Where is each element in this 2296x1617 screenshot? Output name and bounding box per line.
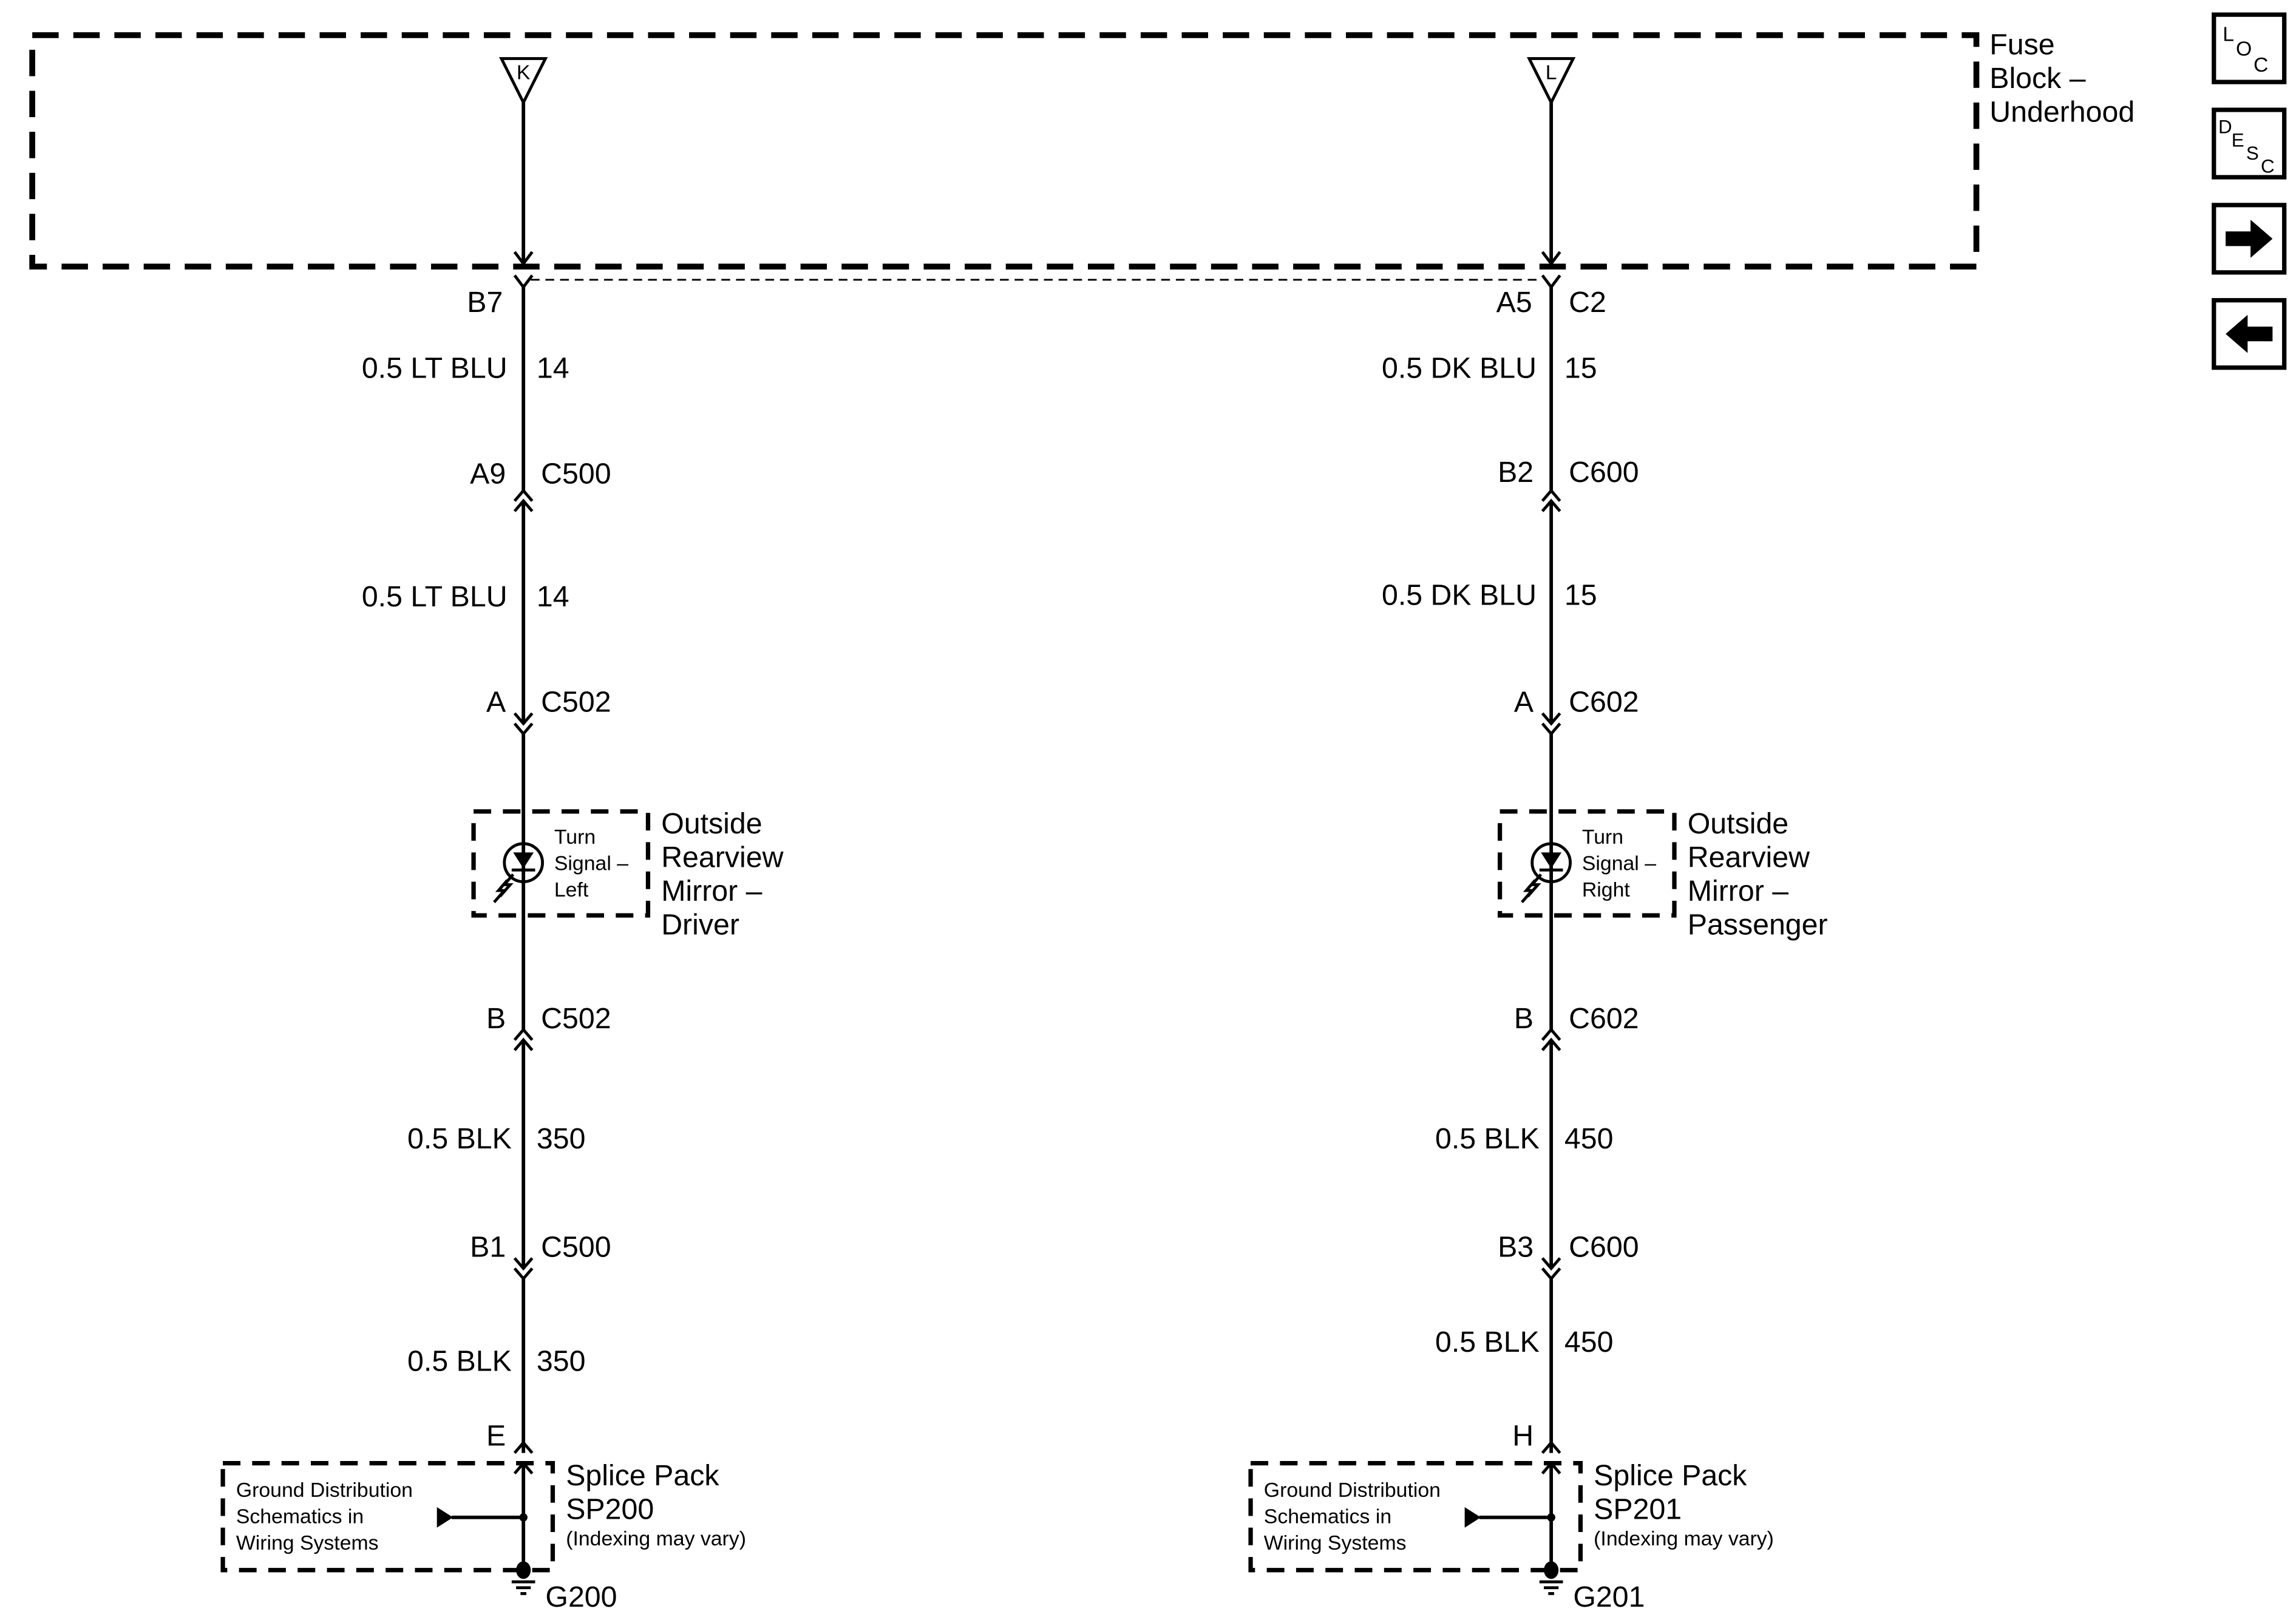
splice-pack-sp201[interactable] [1251,1459,1774,1570]
connector-c600[interactable]: C600 [1569,1230,1639,1264]
ground-ref-line2[interactable]: Schematics in [1263,1505,1392,1528]
feed-triangle-l-icon[interactable] [1529,59,1573,103]
pin-b3: B3 [1498,1230,1534,1264]
ground-label: G201 [1573,1581,1645,1614]
left-circuit-driver [223,59,784,1614]
component-label-line1: Outside [1687,807,1789,841]
outside-rearview-mirror-passenger[interactable] [1500,807,1828,941]
circuit-number: 450 [1564,1326,1614,1359]
previous-page-button[interactable] [2214,300,2284,368]
circuit-number: 450 [1564,1122,1614,1155]
circuit-number: 350 [536,1122,586,1155]
fuse-block-underhood[interactable] [32,28,2135,266]
light-emission-icon [494,875,513,903]
fuse-block-label-line2: Block – [1989,61,2086,95]
wire-color-label: 0.5 DK BLU [1382,578,1537,612]
pin-b: B [486,1002,506,1035]
ground-ref-line2[interactable]: Schematics in [236,1505,364,1528]
wire-color-label: 0.5 BLK [1435,1326,1540,1359]
light-emission-icon [1522,875,1541,903]
circuit-number: 15 [1564,578,1597,612]
component-label-line4: Driver [661,908,739,941]
lamp-label-line1: Turn [554,825,596,849]
next-page-button[interactable] [2214,205,2284,273]
wire-color-label: 0.5 BLK [407,1344,512,1378]
wire-color-label: 0.5 BLK [1435,1122,1540,1155]
splice-pack-sp200[interactable] [223,1459,746,1570]
connector-c2[interactable]: C2 [1569,285,1606,319]
connector-female-icon [1543,276,1560,287]
pin-b1: B1 [470,1230,506,1264]
loc-char-l: L [2223,22,2235,46]
pin-a9: A9 [470,457,506,490]
pin-a: A [486,685,506,719]
lamp-label-line3: Right [1581,878,1630,901]
lamp-label-line2: Signal – [1581,852,1656,875]
feed-triangle-k-icon[interactable] [501,59,545,103]
circuit-number: 350 [536,1344,586,1378]
pin-b: B [1513,1002,1534,1035]
circuit-number: 14 [536,580,569,613]
connector-c602[interactable]: C602 [1569,685,1639,719]
loc-char-c: C [2253,53,2269,77]
desc-char-d: D [2218,116,2232,138]
splice-label-line2: SP200 [566,1493,654,1526]
lamp-label-line2: Signal – [554,852,629,875]
ground-ref-line1[interactable]: Ground Distribution [236,1479,413,1502]
wire-color-label: 0.5 LT BLU [361,580,508,613]
component-label-line3: Mirror – [661,875,763,908]
ground-ref-line1[interactable]: Ground Distribution [1263,1479,1441,1502]
ground-g201-icon[interactable] [1540,1561,1563,1593]
connector-c502[interactable]: C502 [541,685,611,719]
outside-rearview-mirror-driver[interactable] [474,807,784,941]
lamp-label-line1: Turn [1581,825,1624,849]
feed-k-label: K [516,61,531,84]
right-circuit-passenger [1251,59,1828,1614]
ground-label: G200 [545,1581,617,1614]
component-label-line3: Mirror – [1687,875,1789,908]
desc-button[interactable] [2214,110,2284,177]
pin-a5: A5 [1496,285,1532,319]
ground-ref-arrow-icon [1465,1507,1481,1528]
connector-c500[interactable]: C500 [541,1230,611,1264]
connector-c500[interactable]: C500 [541,457,611,490]
ground-ref-line3[interactable]: Wiring Systems [236,1531,379,1554]
pin-b7: B7 [467,285,503,319]
ground-g200-icon[interactable] [512,1561,535,1593]
splice-node-icon [1547,1513,1555,1522]
pin-a: A [1513,685,1534,719]
pin-h: H [1512,1419,1534,1453]
component-label-line2: Rearview [1687,841,1810,874]
wire-color-label: 0.5 BLK [407,1122,512,1155]
desc-char-e: E [2231,129,2244,151]
circuit-number: 14 [536,351,569,385]
connector-c600[interactable]: C600 [1569,455,1639,489]
circuit-number: 15 [1564,351,1597,385]
splice-note: (Indexing may vary) [566,1527,746,1550]
feed-l-label: L [1545,61,1557,84]
component-label-line1: Outside [661,807,763,841]
splice-label-line1: Splice Pack [566,1459,719,1492]
loc-button[interactable] [2214,15,2284,82]
pin-e: E [486,1419,506,1453]
pin-b2: B2 [1498,455,1534,489]
connector-c502[interactable]: C502 [541,1002,611,1035]
wire-color-label: 0.5 LT BLU [361,351,508,385]
desc-char-s: S [2246,143,2259,164]
splice-node-icon [519,1513,528,1522]
splice-note: (Indexing may vary) [1594,1527,1774,1550]
component-label-line2: Rearview [661,841,784,874]
splice-label-line1: Splice Pack [1594,1459,1747,1492]
splice-label-line2: SP201 [1594,1493,1682,1526]
loc-char-o: O [2235,37,2252,61]
fuse-block-label-line1: Fuse [1989,28,2055,61]
ground-ref-arrow-icon [437,1507,453,1528]
lamp-label-line3: Left [554,878,589,901]
desc-char-c: C [2261,155,2275,177]
connector-female-icon [515,276,532,287]
wire-color-label: 0.5 DK BLU [1382,351,1537,385]
connector-c602[interactable]: C602 [1569,1002,1639,1035]
component-label-line4: Passenger [1687,908,1828,941]
fuse-block-label-line3: Underhood [1989,95,2135,129]
fuse-block-outline [32,35,1976,266]
ground-ref-line3[interactable]: Wiring Systems [1263,1531,1407,1554]
